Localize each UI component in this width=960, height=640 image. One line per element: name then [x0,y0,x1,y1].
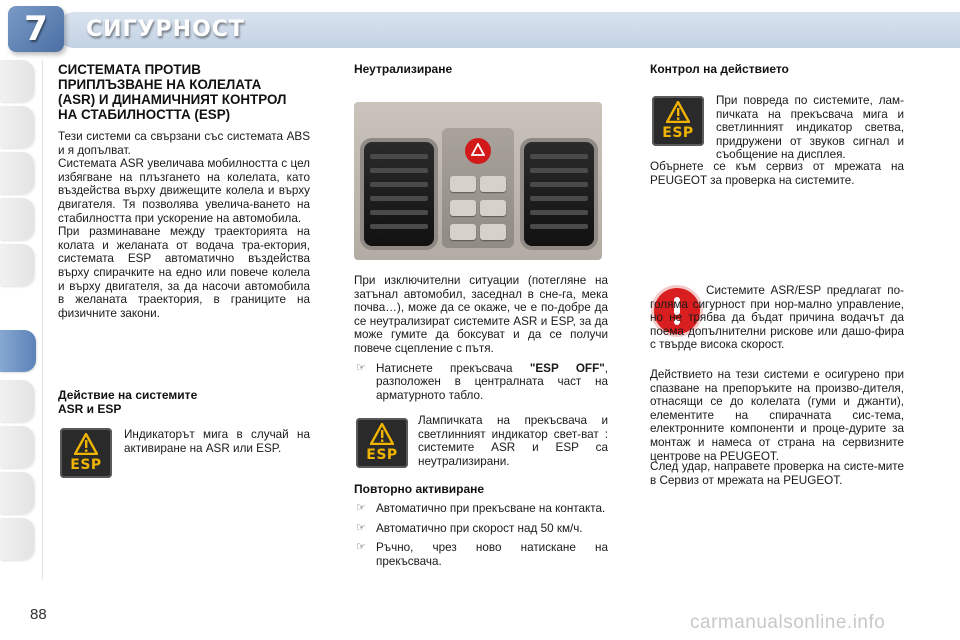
intro-paragraph: Тези системи са свързани със системата ABS и я допълват. [58,130,310,157]
side-tab-3[interactable] [0,152,34,194]
esp-paragraph: При разминаване между траекторията на колата и желаната от водача тра-ектория, системата ESP автоматично въздейства върху спирачките на едно или повече колела и върху двигателя, за да насочи автомобила в желаната траектория, в границите на физичните закони. [58,225,310,320]
asr-paragraph: Системата ASR увеличава мобилността с цел избягване на плъзгането на колелата, като въздейства върху движещите колела и върху двигателя. Тя позволява увелича-ването на стабилността при ускорение на автомобила. [58,157,310,225]
advice-text: Действието на тези системи е осигурено при спазване на препоръките на произво-дителя, отнасящи се до колелата (гуми и джанти), елементите на спирачната сис-тема, електронните компоненти и проце-дурите за монтаж и намеса от страна на сервизните центрове на PEUGEOT. [650,368,904,463]
chapter-side-tabs [0,60,40,580]
chapter-number: 7 [24,9,48,49]
section-title [58,62,310,122]
fault-text: При повреда по системите, лам-пичката на прекъсвача мига и светлинният индикатор светва, придружени от звуков сигнал и съобщение на дисплея. [716,94,904,162]
action-text: Индикаторът мига в случай на активиране на ASR или ESP. [124,428,310,455]
action-heading [58,388,197,416]
section-title-line: (ASR) И ДИНАМИЧНИЯТ КОНТРОЛ [58,92,287,107]
dashboard-photo [354,102,602,260]
side-tab-active-7[interactable] [0,330,36,372]
section-title-line: СИСТЕМАТА ПРОТИВ [58,62,201,77]
esp-label: ESP [662,125,694,141]
side-tab-2[interactable] [0,106,34,148]
side-tab-5[interactable] [0,244,34,286]
side-tab-1[interactable] [0,60,34,102]
operation-check-heading: Контрол на действието [650,62,789,76]
hazard-button[interactable] [465,138,491,164]
center-switch-panel [442,128,514,248]
chapter-title: СИГУРНОСТ [86,17,245,42]
watermark: carmanualsonline.info [690,612,886,633]
step-text: , разположен в централната част на арматурното табло. [376,361,608,402]
side-tab-9[interactable] [0,426,34,468]
column-asr-esp-intro [58,62,310,473]
action-heading-line: ASR и ESP [58,402,122,416]
side-tab-10[interactable] [0,472,34,514]
column-operation-check [650,62,904,487]
pointing-hand-icon: ☞ [356,502,366,514]
left-air-vent [364,142,434,246]
panel-button[interactable] [480,224,506,240]
reactivation-section [354,482,608,568]
section-title-line: НА СТАБИЛНОСТТА (ESP) [58,107,231,122]
action-heading-line: Действие на системите [58,388,198,402]
reactivation-heading: Повторно активиране [354,482,485,496]
list-item: ☞ Ръчно, чрез ново натискане на прекъсвача. [356,541,608,568]
side-divider [42,60,43,580]
esp-off-switch[interactable] [480,176,506,192]
side-tab-8[interactable] [0,380,34,422]
service-text: Обърнете се към сервиз от мрежата на PEUGEOT за проверка на системите. [650,160,904,187]
column-neutralization [354,62,608,568]
pointing-hand-icon: ☞ [356,541,366,554]
safety-text: Системите ASR/ESP предлагат по-голяма сигурност при нор-мално управление, но не трябва да бъдат причина водачът да поема допълнителни рискове или дашо-фира с твърде висока скорост. [650,284,904,352]
page-number: 88 [30,606,47,623]
list-item: ☞ Автоматично при скорост над 50 км/ч. [356,521,583,535]
section-title-line: ПРИПЛЪЗВАНЕ НА КОЛЕЛАТА [58,77,262,92]
esp-indicator-icon [60,428,112,478]
pointing-hand-icon: ☞ [356,521,366,534]
lamp-text: Лампичката на прекъсвача и светлинният индикатор свет-ват : системите ASR и ESP са неутрализирани. [418,414,608,468]
step-text: Натиснете прекъсвача [376,361,530,375]
esp-switch-lamp-icon [356,418,408,468]
pointing-hand-icon: ☞ [356,361,366,374]
panel-button[interactable] [480,200,506,216]
esp-off-step [354,362,608,403]
side-tab-11[interactable] [0,518,34,560]
esp-fault-icon [652,96,704,146]
neutralization-heading: Неутрализиране [354,62,453,76]
esp-off-button-label: "ESP OFF" [529,361,605,375]
panel-button[interactable] [450,200,476,216]
right-air-vent [524,142,594,246]
panel-button[interactable] [450,176,476,192]
chapter-header [0,0,960,56]
neutralization-paragraph: При изключителни ситуации (потегляне на затънал автомобил, заседнал в сне-га, мека почва…), може да се окаже, че е по-добре да се неутрализират системите ASR и ESP, за да може гумите да боксуват и да се получи повече сцепление с пътя. [354,274,608,355]
esp-label: ESP [70,457,102,473]
side-tab-4[interactable] [0,198,34,240]
impact-text: След удар, направете проверка на систе-мите в Сервиз от мрежата на PEUGEOT. [650,460,904,487]
list-item: ☞ Автоматично при прекъсване на контакта. [356,502,606,515]
panel-button[interactable] [450,224,476,240]
esp-label: ESP [366,447,398,463]
